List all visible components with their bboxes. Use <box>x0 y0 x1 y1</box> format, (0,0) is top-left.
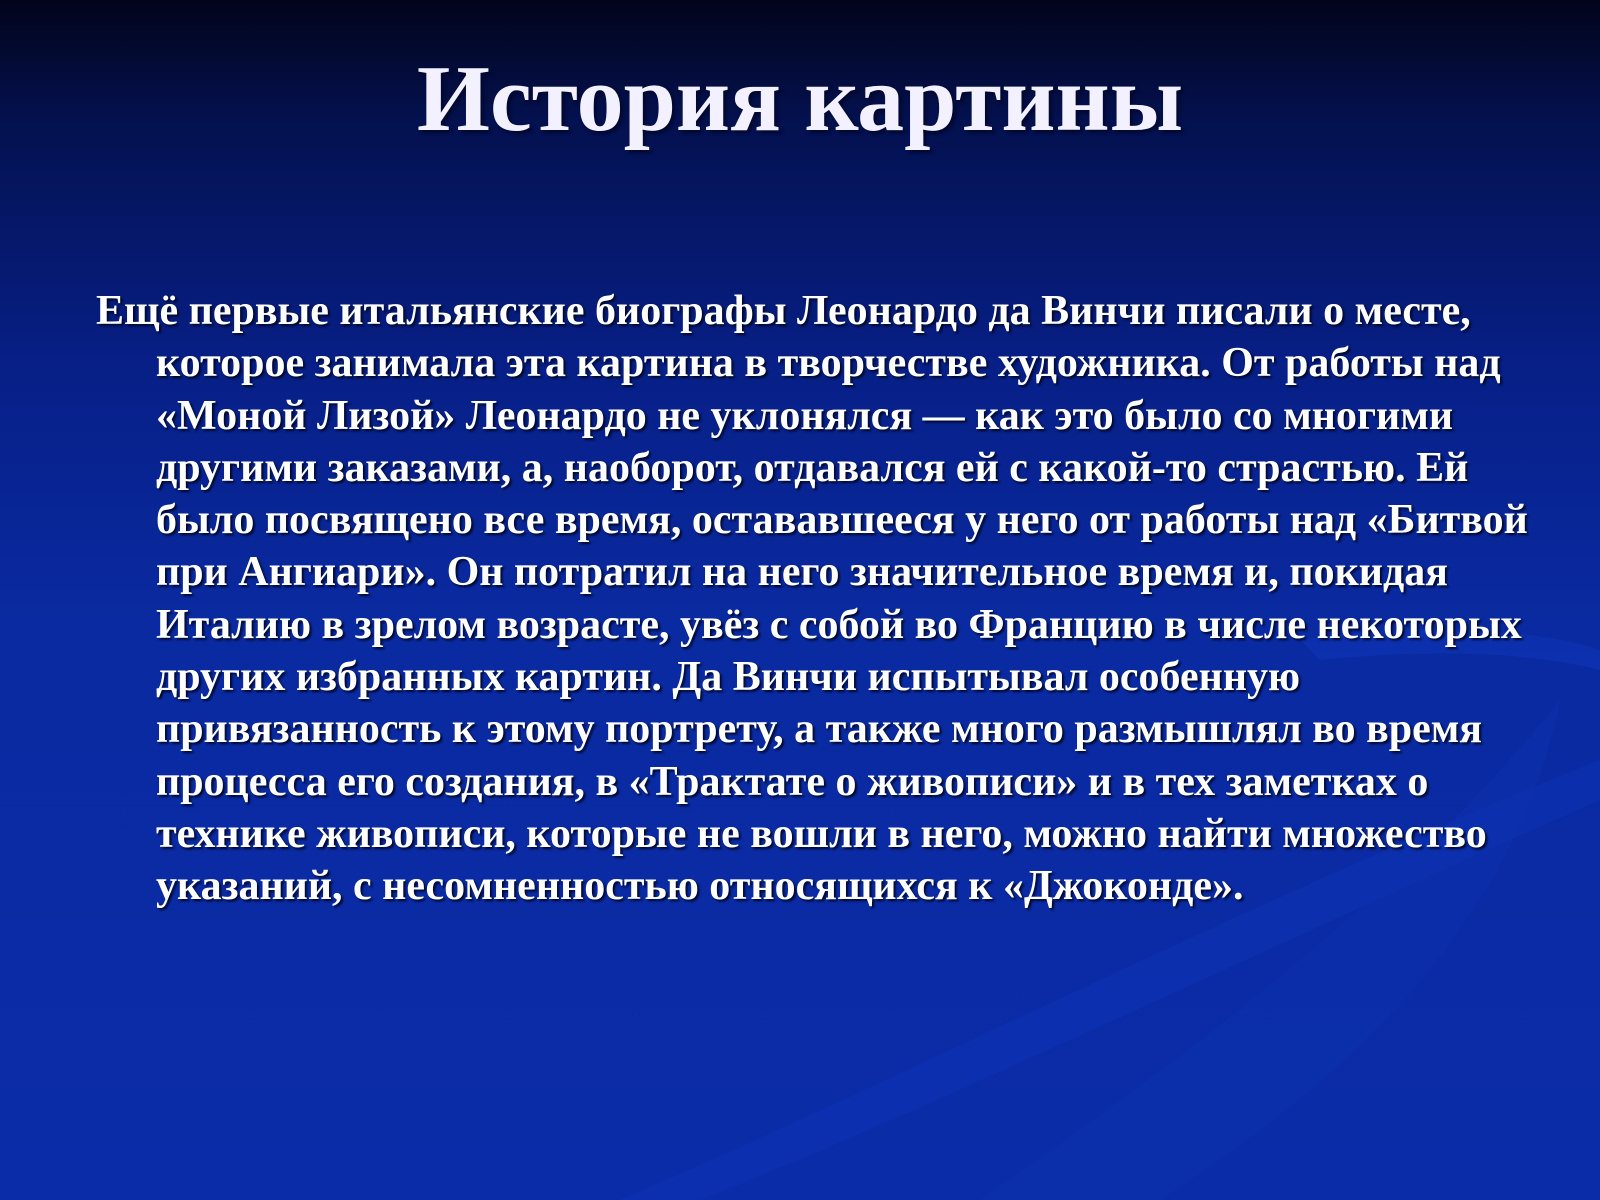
slide-body-paragraph: Ещё первые итальянские биографы Леонардо да Винчи писали о месте, которое занимала эта картина в творчестве художника. От работы над «Моной Лизой» Леонардо не уклонялся — как это было со многими другими заказами, а, наоборот, отдавался ей с какой-то страстью. Ей было посвящено все время, остававшееся у него от работы над «Битвой при Ангиари». Он потратил на него значительное время и, покидая Италию в зрелом возрасте, увёз с собой во Францию в числе некоторых других избранных картин. Да Винчи испытывал особенную привязанность к этому портрету, а также много размышлял во время процесса его создания, в «Трактате о живописи» и в тех заметках о технике живописи, которые не вошли в него, можно найти множество указаний, с несомненностью относящихся к «Джоконде». <box>96 288 1528 910</box>
slide-title: История картины <box>416 47 1184 151</box>
